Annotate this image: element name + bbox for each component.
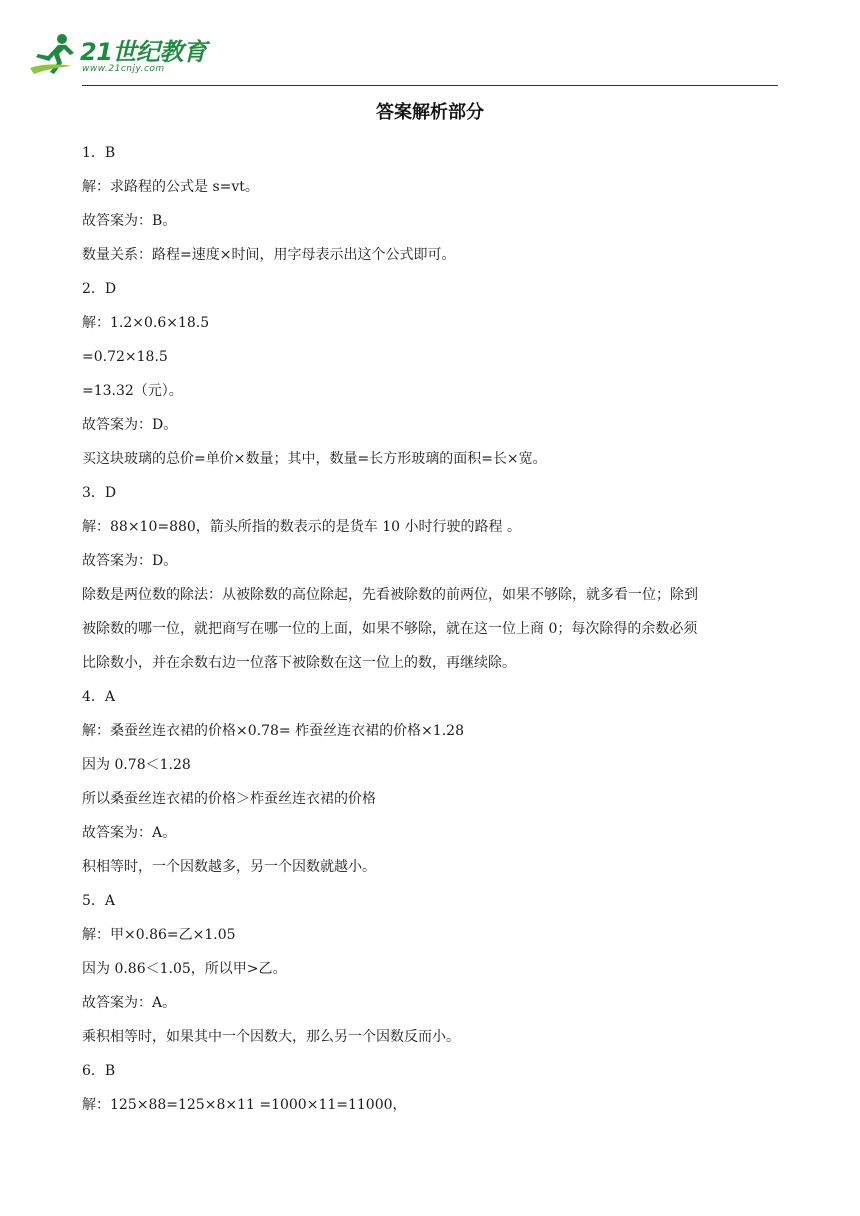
answer-number: 3．D <box>82 485 117 501</box>
solution-line: =0.72×18.5 <box>82 349 168 365</box>
answer-number: 6．B <box>82 1063 116 1079</box>
answer-line: 故答案为：D。 <box>82 417 178 433</box>
solution-line: 解：88×10=880，箭头所指的数表示的是货车 10 小时行驶的路程 。 <box>82 519 521 535</box>
solution-line: 解：125×88=125×8×11 =1000×11=11000， <box>82 1097 407 1113</box>
solution-line: 解：1.2×0.6×18.5 <box>82 315 210 331</box>
answer-line: 故答案为：A。 <box>82 825 177 841</box>
header-divider <box>82 85 778 86</box>
page-title: 答案解析部分 <box>376 102 484 123</box>
answer-line: 故答案为：B。 <box>82 213 177 229</box>
answer-number: 2．D <box>82 281 117 297</box>
runner-logo-icon <box>28 32 78 78</box>
solution-line: 解：求路程的公式是 s=vt。 <box>82 179 259 195</box>
explanation-line: 被除数的哪一位，就把商写在哪一位的上面，如果不够除，就在这一位上商 0；每次除得的余数必须 <box>82 621 698 637</box>
explanation-line: 数量关系：路程=速度×时间，用字母表示出这个公式即可。 <box>82 247 456 263</box>
explanation-line: 乘积相等时，如果其中一个因数大，那么另一个因数反而小。 <box>82 1029 460 1045</box>
solution-line: 解：桑蚕丝连衣裙的价格×0.78= 柞蚕丝连衣裙的价格×1.28 <box>82 723 464 739</box>
logo-url: www.21cnjy.com <box>82 64 165 74</box>
solution-line: 因为 0.78＜1.28 <box>82 757 191 773</box>
answer-number: 4．A <box>82 689 116 705</box>
solution-line: 解：甲×0.86=乙×1.05 <box>82 927 236 943</box>
answer-line: 故答案为：D。 <box>82 553 178 569</box>
solution-line: 所以桑蚕丝连衣裙的价格＞柞蚕丝连衣裙的价格 <box>82 791 376 807</box>
logo <box>28 30 228 82</box>
answer-content <box>82 136 782 1122</box>
explanation-line: 买这块玻璃的总价=单价×数量；其中，数量=长方形玻璃的面积=长×宽。 <box>82 451 547 467</box>
logo-text: 21世纪教育 <box>80 38 207 66</box>
answer-number: 5．A <box>82 893 116 909</box>
answer-line: 故答案为：A。 <box>82 995 177 1011</box>
explanation-line: 比除数小，并在余数右边一位落下被除数在这一位上的数，再继续除。 <box>82 655 516 671</box>
solution-line: 因为 0.86＜1.05，所以甲>乙。 <box>82 961 287 977</box>
solution-line: =13.32（元）。 <box>82 383 183 399</box>
answer-number: 1．B <box>82 145 116 161</box>
explanation-line: 积相等时，一个因数越多，另一个因数就越小。 <box>82 859 376 875</box>
page-header <box>28 30 788 86</box>
explanation-line: 除数是两位数的除法：从被除数的高位除起，先看被除数的前两位，如果不够除，就多看一位；除到 <box>82 587 698 603</box>
